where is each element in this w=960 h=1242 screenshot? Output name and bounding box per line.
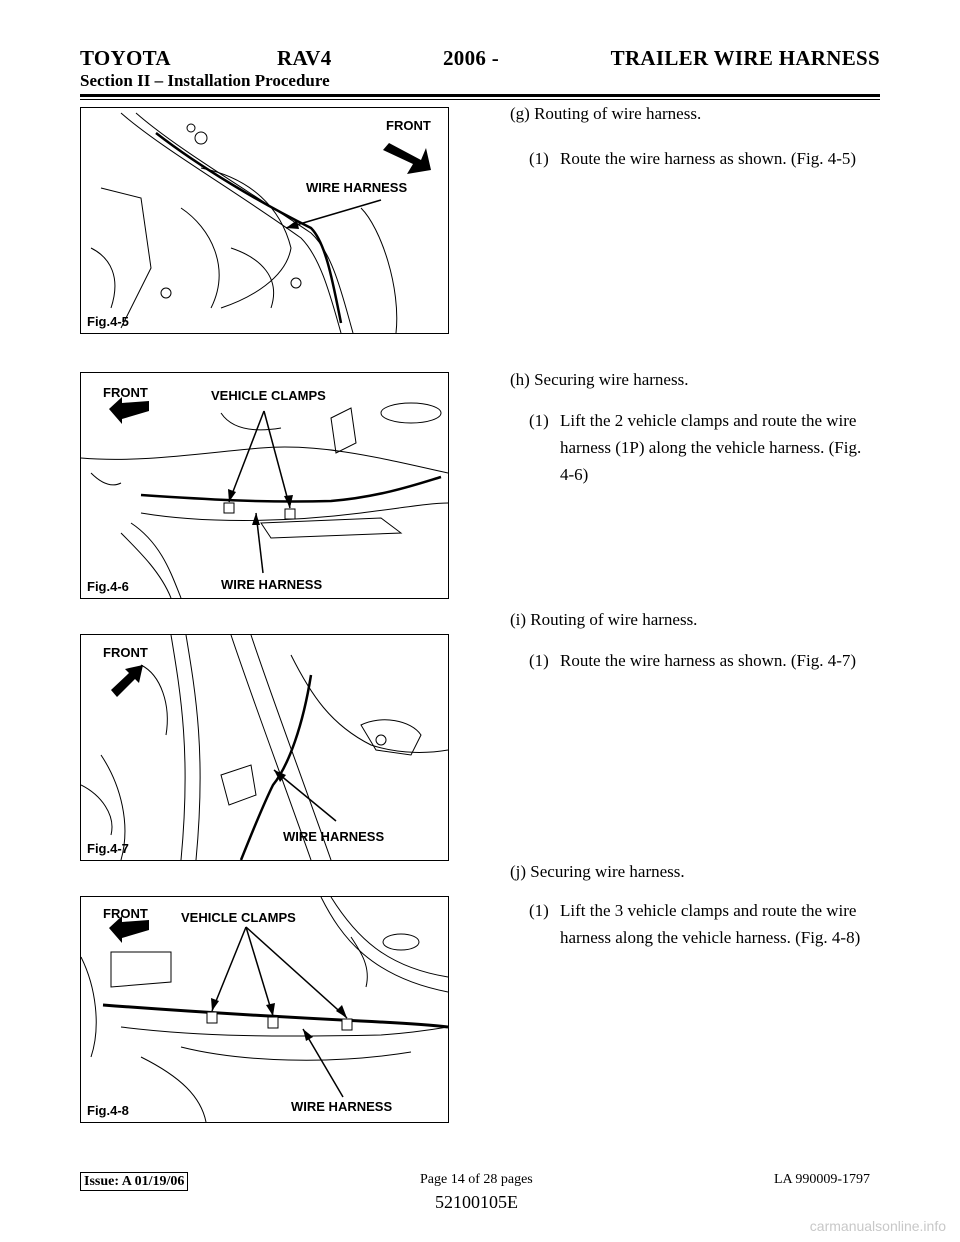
step-i-sub-num: (1) xyxy=(529,651,549,670)
figure-4-8 xyxy=(80,896,449,1123)
header-product: TRAILER WIRE HARNESS xyxy=(610,46,880,70)
figure-caption: Fig.4-5 xyxy=(87,314,129,329)
page-number: Page 14 of 28 pages xyxy=(420,1172,533,1187)
step-i-sub-text: Route the wire harness as shown. (Fig. 4-7) xyxy=(560,651,857,670)
step-j-title: (j) Securing wire harness. xyxy=(510,862,685,881)
figure-caption: Fig.4-7 xyxy=(87,841,129,856)
vehicle-clamps-label: VEHICLE CLAMPS xyxy=(181,910,296,925)
wire-harness-label: WIRE HARNESS xyxy=(221,577,323,592)
step-j-sub xyxy=(529,897,869,951)
figure-4-8-drawing xyxy=(81,897,448,1122)
step-i-title: (i) Routing of wire harness. xyxy=(510,610,698,629)
figure-caption: Fig.4-6 xyxy=(87,579,129,594)
front-label: FRONT xyxy=(103,906,148,921)
figure-4-5-drawing xyxy=(81,108,448,333)
wire-harness-label: WIRE HARNESS xyxy=(283,829,385,844)
step-j-sub-num: (1) xyxy=(529,901,549,920)
header-model: RAV4 xyxy=(277,46,332,70)
step-j-sub-text: Lift the 3 vehicle clamps and route the wire harness along the vehicle harness. (Fig. 4-8) xyxy=(560,901,861,947)
front-label: FRONT xyxy=(103,645,148,660)
front-label: FRONT xyxy=(386,118,431,133)
figure-4-6 xyxy=(80,372,449,599)
wire-harness-label: WIRE HARNESS xyxy=(306,180,408,195)
document-number: LA 990009-1797 xyxy=(773,1172,870,1187)
step-g-sub xyxy=(529,145,869,172)
front-label: FRONT xyxy=(103,385,148,400)
header-rule-thin xyxy=(80,99,880,100)
figure-4-5 xyxy=(80,107,449,334)
figure-4-7-drawing xyxy=(81,635,448,860)
figure-4-7 xyxy=(80,634,449,861)
step-h-title: (h) Securing wire harness. xyxy=(510,370,689,389)
issue-box: Issue: A 01/19/06 xyxy=(80,1172,188,1191)
part-code: 52100105E xyxy=(435,1192,518,1212)
step-g-sub-text: Route the wire harness as shown. (Fig. 4-5) xyxy=(560,149,857,168)
step-h-sub-text: Lift the 2 vehicle clamps and route the wire harness (1P) along the vehicle harness. (Fig. 4-6) xyxy=(560,411,862,484)
vehicle-clamps-label: VEHICLE CLAMPS xyxy=(211,388,326,403)
header-year: 2006 - xyxy=(443,46,500,70)
header-make: TOYOTA xyxy=(80,46,171,70)
step-g-sub-num: (1) xyxy=(529,149,549,168)
header-rule xyxy=(80,94,880,97)
watermark: carmanualsonline.info xyxy=(809,1218,946,1234)
section-title: Section II – Installation Procedure xyxy=(80,71,330,90)
step-h-sub-num: (1) xyxy=(529,411,549,430)
figure-4-6-drawing xyxy=(81,373,448,598)
step-g-title: (g) Routing of wire harness. xyxy=(510,104,702,123)
figure-caption: Fig.4-8 xyxy=(87,1103,129,1118)
step-h-sub xyxy=(529,407,869,488)
step-i-sub xyxy=(529,647,869,674)
wire-harness-label: WIRE HARNESS xyxy=(291,1099,393,1114)
